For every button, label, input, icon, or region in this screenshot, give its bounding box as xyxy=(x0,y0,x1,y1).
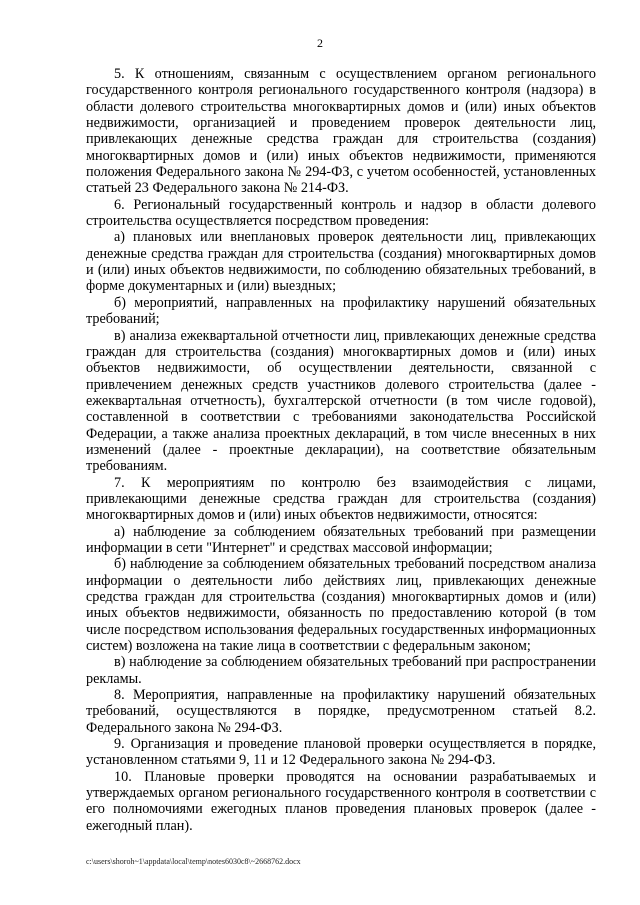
paragraph-5: 5. К отношениям, связанным с осуществлением органом регионального государственного контроля регионального государственного контроля (надзора) в области долевого строительства многоквартирных домов и (или) иных объектов недвижимости, организацией и проведением проверок деятельности лиц, привлекающих денежные средства граждан для строительства (создания) многоквартирных домов и (или) иных объектов недвижимости, применяются положения Федерального закона № 294-ФЗ, с учетом особенностей, установленных статьей 23 Федерального закона № 214-ФЗ. xyxy=(86,66,596,197)
page-number: 2 xyxy=(317,36,323,50)
paragraph-7-b: б) наблюдение за соблюдением обязательных требований посредством анализа информации о деятельности либо действиях лиц, привлекающих денежные средства граждан для строительства (создания) многоквартирных домов и (или) иных объектов недвижимости, обязанность по предоставлению которой (в том числе посредством использования федеральных государственных информационных систем) возложена на такие лица в соответствии с федеральным законом; xyxy=(86,556,596,655)
paragraph-6-v: в) анализа ежеквартальной отчетности лиц, привлекающих денежные средства граждан для строительства (создания) многоквартирных домов и (или) иных объектов недвижимости, об осуществлении деятельности, связанной с привлечением денежных средств участников долевого строительства (далее - ежеквартальная отчетность), бухгалтерской отчетности (в том числе годовой), составленной в соответствии с требованиями законодательства Российской Федерации, а также анализа проектных деклараций, в том числе внесенных в них изменений (далее - проектные декларации), на соответствие обязательным требованиям. xyxy=(86,327,596,475)
paragraph-8: 8. Мероприятия, направленные на профилактику нарушений обязательных требований, осуществляются в порядке, предусмотренном статьей 8.2. Федерального закона № 294-ФЗ. xyxy=(86,687,596,736)
paragraph-6-b: б) мероприятий, направленных на профилактику нарушений обязательных требований; xyxy=(86,294,596,328)
paragraph-10: 10. Плановые проверки проводятся на основании разрабатываемых и утверждаемых органом регионального государственного контроля в соответствии с его полномочиями ежегодных планов проведения плановых проверок (далее - ежегодный план). xyxy=(86,768,596,834)
paragraph-9: 9. Организация и проведение плановой проверки осуществляется в порядке, установленном статьями 9, 11 и 12 Федерального закона № 294-ФЗ. xyxy=(86,736,596,769)
paragraph-7-v: в) наблюдение за соблюдением обязательных требований при распространении рекламы. xyxy=(86,654,596,687)
document-body xyxy=(86,66,596,834)
paragraph-7: 7. К мероприятиям по контролю без взаимодействия с лицами, привлекающими денежные средства граждан для строительства (создания) многоквартирных домов и (или) иных объектов недвижимости, относятся: xyxy=(86,474,596,524)
paragraph-6-a: а) плановых или внеплановых проверок деятельности лиц, привлекающих денежные средства граждан для строительства (создания) многоквартирных домов и (или) иных объектов недвижимости, по соблюдению обязательных требований, в форме документарных и (или) выездных; xyxy=(86,229,596,295)
paragraph-6: 6. Региональный государственный контроль и надзор в области долевого строительства осуществляется посредством проведения: xyxy=(86,196,596,230)
paragraph-7-a: а) наблюдение за соблюдением обязательных требований при размещении информации в сети "Интернет" и средствах массовой информации; xyxy=(86,523,596,556)
footer-file-path: c:\users\shoroh~1\appdata\local\temp\notes6030c8\~2668762.docx xyxy=(86,857,301,866)
